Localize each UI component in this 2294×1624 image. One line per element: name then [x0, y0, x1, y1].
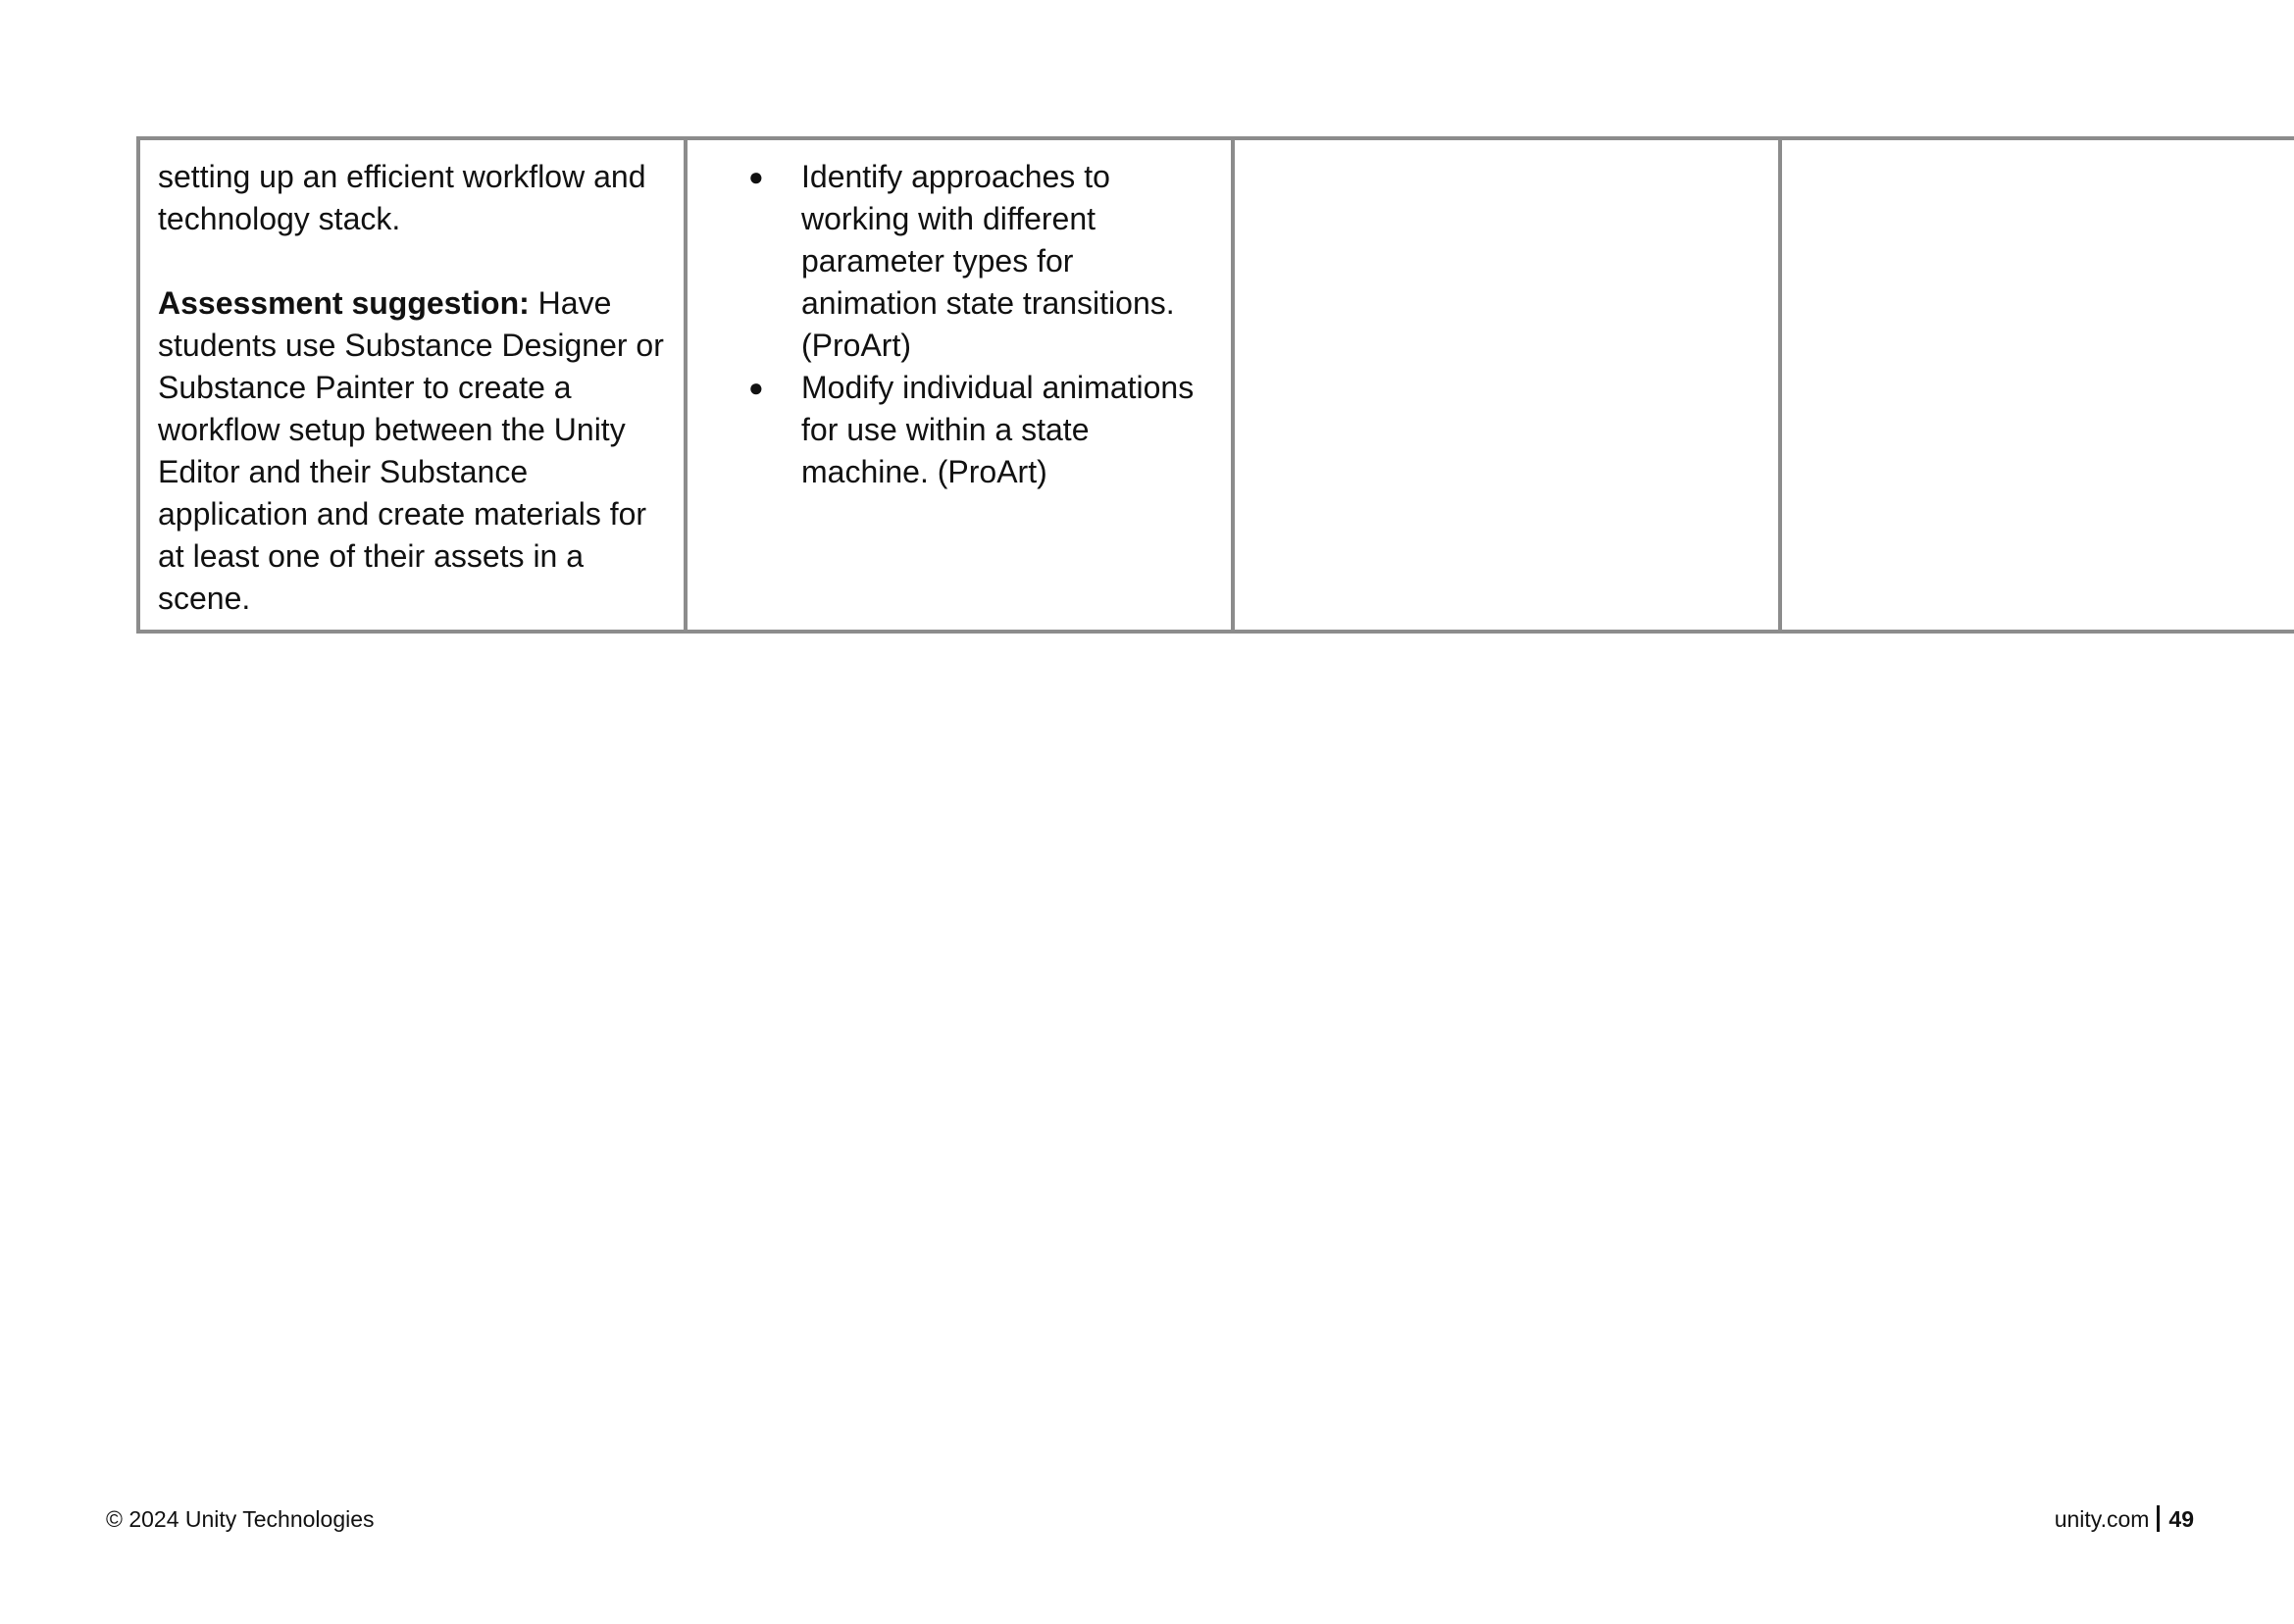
table-row: [138, 138, 2294, 632]
cell-intro-text: setting up an efficient workflow and technology stack.: [158, 159, 646, 236]
assessment-paragraph: [158, 282, 666, 620]
list-item: [705, 156, 1213, 367]
table-cell-empty-4: [1780, 138, 2294, 632]
outcomes-list: [705, 156, 1213, 493]
footer-right: [2055, 1504, 2194, 1534]
list-item: [705, 367, 1213, 493]
list-item-text: Identify approaches to working with different parameter types for animation state transitions. (ProArt): [801, 159, 1175, 363]
footer-copyright: © 2024 Unity Technologies: [106, 1506, 375, 1532]
page-number: 49: [2168, 1506, 2194, 1532]
bullet-icon: ●: [748, 373, 764, 402]
table-cell-objectives: [138, 138, 686, 632]
curriculum-table: [136, 136, 2294, 634]
footer-divider: [2157, 1505, 2160, 1532]
table-cell-empty-3: [1233, 138, 1780, 632]
footer-site-link[interactable]: unity.com: [2054, 1506, 2150, 1532]
list-item-text: Modify individual animations for use within a state machine. (ProArt): [801, 370, 1195, 489]
assessment-text: Have students use Substance Designer or Substance Painter to create a workflow setup between the Unity Editor and their Substance application and create materials for at least one of their assets in a scene.: [158, 285, 664, 616]
assessment-label: Assessment suggestion:: [158, 285, 530, 321]
bullet-icon: ●: [748, 162, 764, 191]
table-cell-learning-outcomes: [686, 138, 1233, 632]
